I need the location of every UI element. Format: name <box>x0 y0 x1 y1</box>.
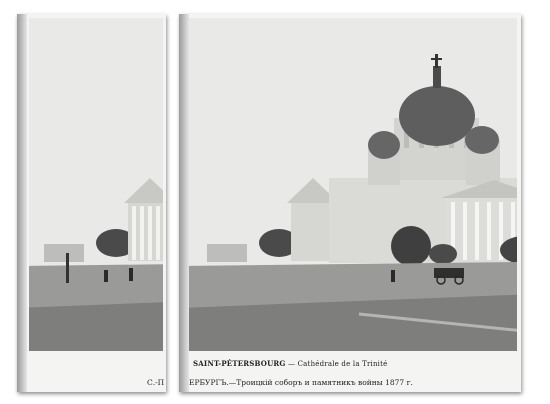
pedestrian <box>129 268 133 281</box>
side-dome-right <box>465 126 499 154</box>
pedestrian <box>104 270 108 282</box>
tree <box>429 244 457 264</box>
low-building <box>207 244 247 262</box>
pedestrian <box>391 270 395 282</box>
lamp-post <box>66 253 69 283</box>
portico <box>291 203 331 261</box>
cross <box>435 54 438 68</box>
caption-french <box>193 359 387 368</box>
tree <box>391 226 431 266</box>
canvas-panel-right <box>179 14 521 392</box>
canvas-panel-left <box>17 14 166 392</box>
caption-title: — Cathédrale de la Trinité <box>285 360 388 368</box>
lantern <box>433 66 441 88</box>
caption-russian-left: С.-П <box>147 378 165 387</box>
low-building <box>44 244 84 262</box>
cathedral-photo <box>29 18 163 351</box>
canvas-panel-edge <box>179 14 189 392</box>
canvas-panel-edge <box>17 14 27 392</box>
caption-city: SAINT-PÉTERSBOURG <box>193 359 286 368</box>
cathedral-photo <box>189 18 517 351</box>
photo-crop-left <box>29 18 163 351</box>
side-dome-left <box>368 131 400 159</box>
caption-russian-right: ЕРБУРГЪ.—Троицкій соборъ и памятникъ войны 1877 г. <box>189 378 413 387</box>
cross-bar <box>431 58 442 60</box>
main-dome <box>399 86 475 146</box>
photo-crop-right <box>189 18 517 351</box>
